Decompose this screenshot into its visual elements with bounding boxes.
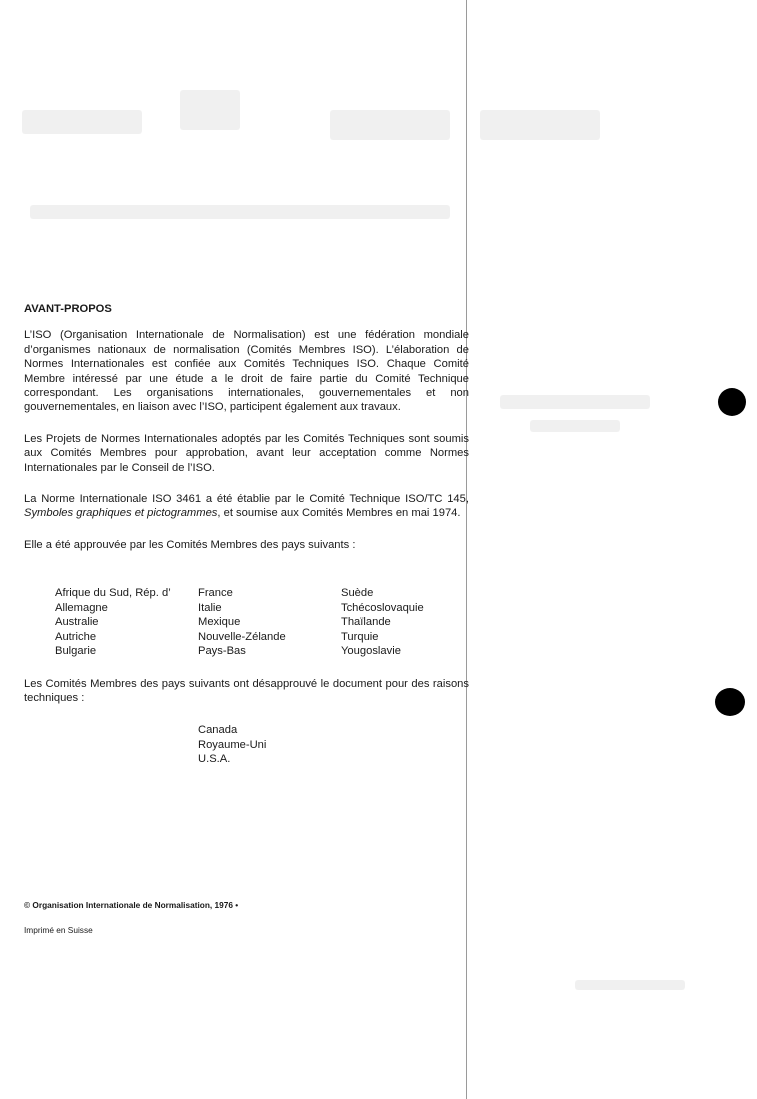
country-item: Turquie [341, 630, 379, 643]
country-item: Bulgarie [55, 645, 97, 657]
paragraph-approval: Elle a été approuvée par les Comités Membres des pays suivants : [24, 538, 356, 551]
countries-column-3 [341, 586, 424, 659]
country-item: U.S.A. [198, 753, 231, 765]
disapproving-countries-list [198, 723, 266, 767]
bleed-through-mark [22, 110, 142, 134]
countries-column-1 [55, 586, 171, 659]
committee-title: Symboles graphiques et pictogrammes [24, 507, 218, 520]
country-item: Autriche [55, 630, 97, 643]
countries-column-2 [198, 586, 286, 659]
copyright-notice: © Organisation Internationale de Normalisation, 1976 • [24, 900, 239, 910]
paragraph-standard [24, 492, 469, 521]
bleed-through-mark [480, 110, 600, 140]
country-item: Royaume-Uni [198, 738, 267, 751]
bleed-through-mark [30, 205, 450, 219]
country-item: Tchécoslovaquie [341, 601, 424, 614]
foreword-section [24, 302, 469, 765]
bleed-through-mark [530, 420, 620, 432]
bleed-through-mark [500, 395, 650, 409]
paragraph-standard-start: La Norme Internationale ISO 3461 a été établie par le Comité Technique ISO/TC 145, [24, 493, 469, 506]
paragraph-intro: L’ISO (Organisation Internationale de Normalisation) est une fédération mondiale d’organismes nationaux de normalisation (Comités Membres ISO). L’élaboration de Normes Internationales est confiée aux Comités Techniques ISO. Chaque Comité Membre intéressé par une étude a le droit de faire partie du Comité Technique correspondant. Les organisations internationales, gouvernementales et non gouvernementales, en liaison avec l’ISO, participent également aux travaux. [24, 329, 469, 414]
country-item: Allemagne [55, 601, 108, 614]
country-item: France [198, 587, 233, 599]
paragraph-standard-end: , et soumise aux Comités Membres en mai 1974. [217, 507, 461, 520]
bleed-through-mark [575, 980, 685, 990]
country-item: Afrique du Sud, Rép. d’ [55, 587, 171, 599]
punch-hole [715, 688, 745, 716]
bleed-through-mark [180, 90, 240, 130]
country-item: Mexique [198, 616, 241, 628]
paragraph-disapproval: Les Comités Membres des pays suivants ont désapprouvé le document pour des raisons techniques : [24, 678, 469, 705]
punch-hole [718, 388, 746, 416]
country-item: Italie [198, 601, 222, 614]
paragraph-drafts: Les Projets de Normes Internationales adoptés par les Comités Techniques sont soumis aux Comités Membres pour approbation, avant leur acceptation comme Normes Internationales par le Conseil de l’ISO. [24, 432, 469, 474]
country-item: Australie [55, 616, 99, 628]
country-item: Nouvelle-Zélande [198, 630, 286, 643]
country-item: Thaïlande [341, 616, 391, 628]
bleed-through-mark [330, 110, 450, 140]
country-item: Yougoslavie [341, 645, 401, 657]
country-item: Canada [198, 724, 238, 736]
country-item: Pays-Bas [198, 645, 246, 657]
section-heading: AVANT-PROPOS [24, 303, 112, 315]
printed-in-note: Imprimé en Suisse [24, 925, 93, 935]
country-item: Suède [341, 587, 374, 599]
